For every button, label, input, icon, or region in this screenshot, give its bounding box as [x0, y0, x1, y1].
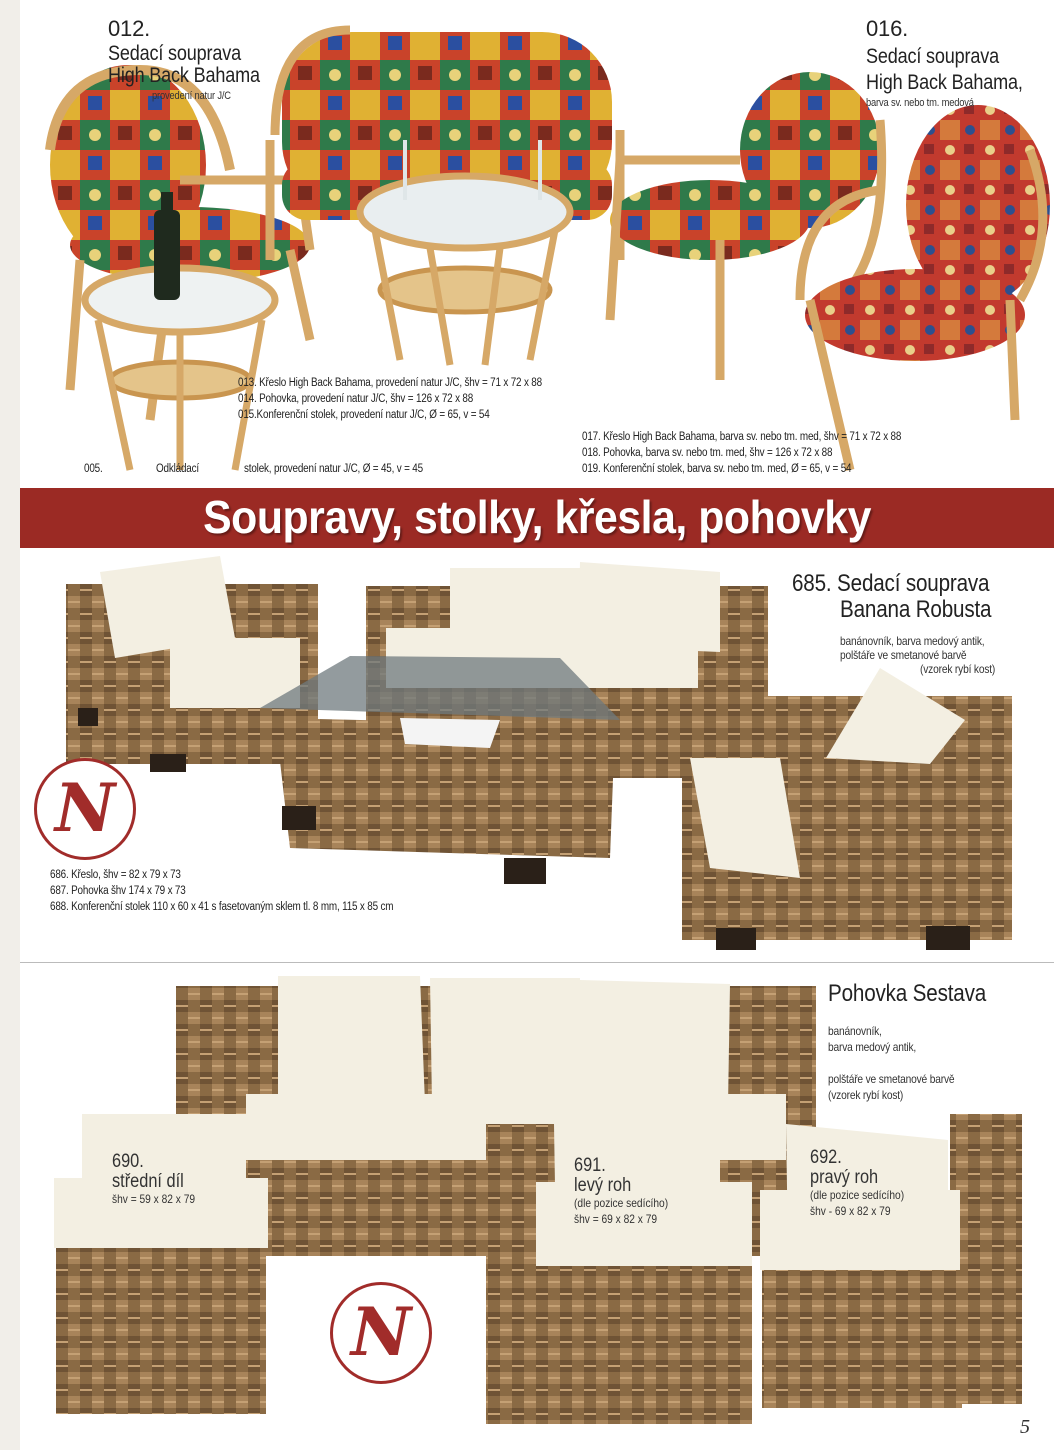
spec-688: 688. Konferenční stolek 110 x 60 x 41 s fasetovaným sklem tl. 8 mm, 115 x 85 cm [50, 901, 394, 913]
sestava-title: Pohovka Sestava [828, 980, 987, 1007]
section-divider [20, 962, 1054, 963]
banana-desc-line2: polštáře ve smetanové barvě [840, 648, 967, 662]
item-012-subtitle: provedení natur J/C [152, 90, 231, 102]
item-692-dims: šhv - 69 x 82 x 79 [810, 1204, 891, 1218]
item-690-dims: šhv = 59 x 82 x 79 [112, 1192, 196, 1206]
spec-018: 018. Pohovka, barva sv. nebo tm. med, šhv = 126 x 72 x 88 [582, 447, 833, 459]
banana-armchair-right [682, 668, 1012, 950]
item-692-name: pravý roh [810, 1167, 879, 1188]
item-016-number: 016. [866, 16, 909, 41]
new-badge-sestava [330, 1282, 432, 1384]
item-691-note: (dle pozice sedícího) [574, 1196, 669, 1210]
banana-title-line2: Banana Robusta [840, 596, 992, 623]
banana-title-line1: 685. Sedací souprava [792, 570, 990, 597]
spec-686: 686. Křeslo, šhv = 82 x 79 x 73 [50, 869, 181, 881]
item-016-subtitle: barva sv. nebo tm. medová [866, 97, 974, 109]
item-691-number: 691. [574, 1155, 606, 1176]
item-012-title-line2: High Back Bahama [108, 64, 260, 87]
spec-017: 017. Křeslo High Back Bahama, barva sv. nebo tm. med, šhv = 71 x 72 x 88 [582, 431, 902, 443]
item-690-name: střední díl [112, 1171, 184, 1192]
spec-687: 687. Pohovka šhv 174 x 79 x 73 [50, 885, 186, 897]
item-016-title-line2: High Back Bahama, [866, 71, 1023, 94]
page-number: 5 [1020, 1416, 1030, 1438]
banana-desc-line3: (vzorek rybí kost) [920, 662, 996, 676]
item-691-name: levý roh [574, 1175, 632, 1196]
section-banner [20, 488, 1054, 548]
spec-019: 019. Konferenční stolek, barva sv. nebo tm. med, Ø = 65, v = 54 [582, 463, 852, 475]
sestava-middle-piece [54, 1114, 268, 1414]
item-016-title-line1: Sedací souprava [866, 45, 999, 68]
sestava-desc-line1: banánovník, [828, 1024, 882, 1038]
sestava-right-corner [760, 1114, 1022, 1408]
banner-title: Soupravy, stolky, křesla, pohovky [203, 491, 871, 543]
item-692-note: (dle pozice sedícího) [810, 1188, 905, 1202]
item-690-number: 690. [112, 1151, 144, 1172]
item-012-number: 012. [108, 16, 151, 41]
sestava-photo [20, 964, 1054, 1450]
new-badge-banana [34, 758, 136, 860]
spec-014: 014. Pohovka, provedení natur J/C, šhv = 126 x 72 x 88 [238, 393, 474, 405]
item-691-dims: šhv = 69 x 82 x 79 [574, 1212, 658, 1226]
banana-coffee-table [260, 656, 620, 884]
item-692-number: 692. [810, 1147, 842, 1168]
banana-desc-line1: banánovník, barva medový antik, [840, 634, 985, 648]
sestava-desc-line4: (vzorek rybí kost) [828, 1088, 904, 1102]
page-spine [0, 0, 20, 1450]
sestava-left-corner [486, 1116, 752, 1424]
sestava-desc-line3: polštáře ve smetanové barvě [828, 1072, 955, 1086]
spec-015: 015.Konferenční stolek, provedení natur J/C, Ø = 65, v = 54 [238, 409, 490, 421]
item-012-title-line1: Sedací souprava [108, 42, 241, 65]
spec-013: 013. Křeslo High Back Bahama, provedení natur J/C, šhv = 71 x 72 x 88 [238, 377, 542, 389]
sestava-desc-line2: barva medový antik, [828, 1040, 917, 1054]
spec-005-part1: Odkládací [156, 463, 199, 475]
spec-005-number: 005. [84, 463, 103, 475]
spec-005-part2: stolek, provedení natur J/C, Ø = 45, v = 45 [244, 463, 423, 475]
new-badge-banana-letter: N [54, 769, 116, 847]
new-badge-sestava-letter: N [350, 1293, 412, 1371]
